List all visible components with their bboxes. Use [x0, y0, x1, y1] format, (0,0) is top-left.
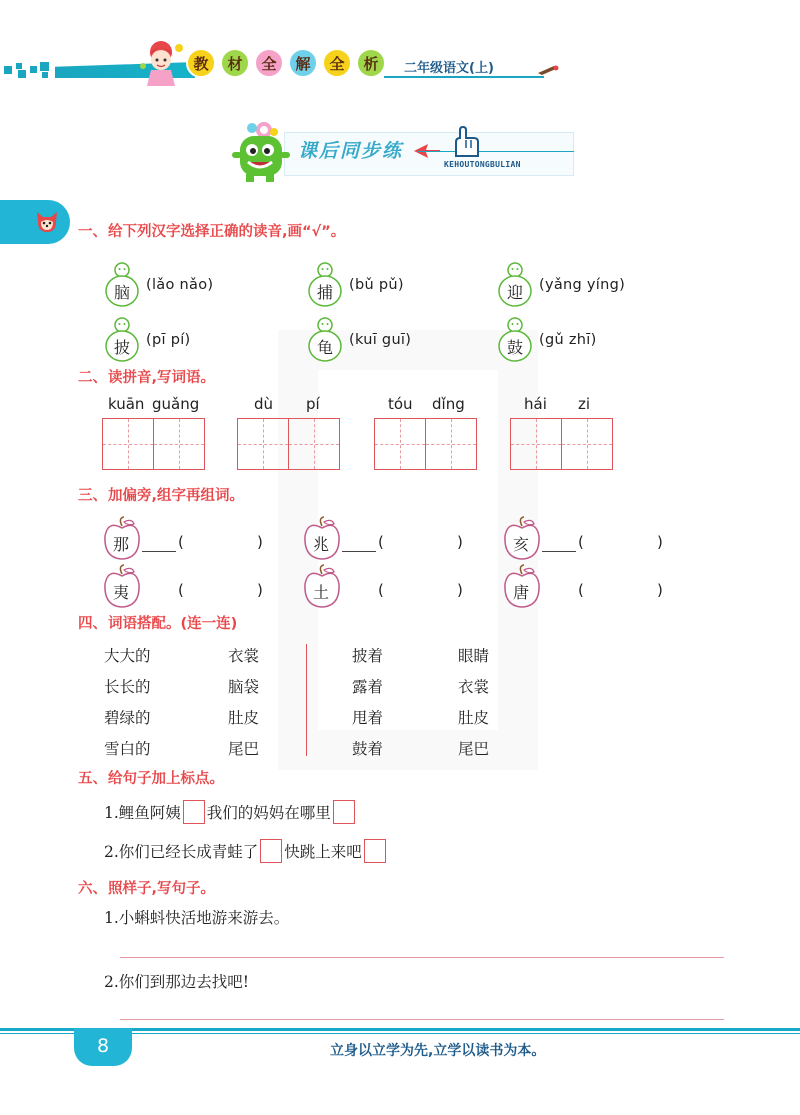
apple-char-item	[102, 516, 142, 560]
banner-title: 课后同步练	[298, 140, 404, 162]
section-2-heading	[78, 366, 215, 387]
pinyin-syllable: tóu	[388, 395, 413, 413]
match-word[interactable]: 衣裳	[228, 647, 260, 665]
section-1-heading	[78, 220, 345, 241]
pinyin-options: (kuī guī)	[349, 332, 412, 348]
section-title: 词语搭配。(连一连)	[108, 616, 238, 632]
gourd-frame	[104, 262, 140, 308]
gourd-frame	[307, 317, 343, 363]
pinyin-options: (pī pí)	[146, 332, 191, 348]
paren-close: )	[257, 581, 263, 599]
match-word[interactable]: 雪白的	[104, 740, 151, 758]
paren-open: (	[578, 533, 584, 551]
paren-close: )	[457, 533, 463, 551]
paren-open: (	[378, 581, 384, 599]
pinyin-choice-item	[307, 320, 411, 360]
pinyin-syllable: guǎng	[152, 395, 200, 413]
answer-blank[interactable]	[542, 551, 576, 552]
apple-char-item	[502, 564, 542, 608]
pinyin-choice-item	[497, 265, 625, 305]
section-number: 六、	[78, 881, 107, 897]
match-word[interactable]: 碧绿的	[104, 709, 151, 727]
section-title: 照样子,写句子。	[108, 881, 216, 897]
punctuation-sentence-2	[104, 839, 388, 863]
hanzi-char: 夷	[112, 583, 129, 602]
sentence-text: 我们的妈妈在哪里	[206, 804, 331, 822]
pinyin-syllable: dǐng	[432, 395, 465, 413]
apple-char-item	[302, 516, 342, 560]
match-word[interactable]: 衣裳	[458, 678, 490, 696]
match-word[interactable]: 肚皮	[458, 709, 490, 727]
apple-char-item	[302, 564, 342, 608]
answer-line[interactable]	[120, 957, 724, 958]
match-word[interactable]: 鼓着	[352, 740, 384, 758]
banner-pinyin: KEHOUTONGBULIAN	[444, 160, 521, 169]
paren-open: (	[378, 533, 384, 551]
answer-blank[interactable]	[142, 551, 176, 552]
hanzi-char: 唐	[512, 583, 529, 602]
section-6-heading	[78, 877, 215, 898]
match-word[interactable]: 大大的	[104, 647, 151, 665]
header-underline	[384, 76, 544, 78]
apple-char-item	[502, 516, 542, 560]
gourd-frame	[104, 317, 140, 363]
section-number: 一、	[78, 224, 107, 240]
book-title-char: 解	[288, 48, 318, 78]
punctuation-box[interactable]	[183, 800, 205, 824]
sentence-text: 快跳上来吧	[284, 843, 362, 861]
pinyin-options: (yǎng yíng)	[539, 277, 626, 293]
writing-grid-box[interactable]	[561, 418, 613, 470]
pinyin-choice-item	[104, 265, 213, 305]
pinyin-syllable: hái	[524, 395, 547, 413]
gourd-frame	[497, 262, 533, 308]
writing-grid-box[interactable]	[153, 418, 205, 470]
section-title: 给句子加上标点。	[108, 771, 224, 787]
header-mascot-image	[135, 36, 187, 88]
match-word[interactable]: 脑袋	[228, 678, 260, 696]
section-number: 三、	[78, 488, 107, 504]
example-sentence-2: 2.你们到那边去找吧!	[104, 973, 250, 991]
punctuation-box[interactable]	[364, 839, 386, 863]
pinyin-syllable: zi	[578, 395, 591, 413]
section-title: 加偏旁,组字再组词。	[108, 488, 245, 504]
paren-open: (	[578, 581, 584, 599]
match-word[interactable]: 披着	[352, 647, 384, 665]
match-word[interactable]: 长长的	[104, 678, 151, 696]
paren-close: )	[657, 581, 663, 599]
hanzi-char: 亥	[512, 535, 529, 554]
pinyin-options: (gǔ zhī)	[539, 332, 597, 348]
hanzi-char: 鼓	[506, 338, 523, 357]
punctuation-sentence-1	[104, 800, 357, 824]
section-3-heading	[78, 484, 244, 505]
page-number: 8	[96, 1035, 110, 1057]
hanzi-char: 龟	[316, 338, 333, 357]
paren-open: (	[178, 581, 184, 599]
hanzi-char: 兆	[312, 535, 329, 554]
paren-close: )	[457, 581, 463, 599]
book-title-char: 全	[254, 48, 284, 78]
punctuation-box[interactable]	[333, 800, 355, 824]
sentence-text: 1.鲤鱼阿姨	[104, 804, 181, 822]
pinyin-options: (bǔ pǔ)	[349, 277, 404, 293]
section-title: 读拼音,写词语。	[108, 370, 216, 386]
punctuation-box[interactable]	[260, 839, 282, 863]
section-number: 五、	[78, 771, 107, 787]
section-number: 二、	[78, 370, 107, 386]
apple-char-item	[102, 564, 142, 608]
footer-motto: 立身以立学为先,立学以读书为本。	[330, 1043, 546, 1059]
hanzi-char: 土	[312, 583, 329, 602]
paren-open: (	[178, 533, 184, 551]
hanzi-char: 那	[112, 535, 129, 554]
writing-grid-box[interactable]	[237, 418, 289, 470]
paren-close: )	[657, 533, 663, 551]
banner-line	[418, 151, 574, 152]
answer-line[interactable]	[120, 1019, 724, 1020]
book-title-char: 全	[322, 48, 352, 78]
pinyin-syllable: dù	[254, 395, 274, 413]
answer-blank[interactable]	[342, 551, 376, 552]
pinyin-choice-item	[497, 320, 597, 360]
section-number: 四、	[78, 616, 107, 632]
hanzi-char: 迎	[506, 283, 523, 302]
hanzi-char: 捕	[316, 283, 333, 302]
writing-grid-box[interactable]	[425, 418, 477, 470]
pinyin-choice-item	[307, 265, 404, 305]
book-title-char: 教	[186, 48, 216, 78]
pinyin-choice-item	[104, 320, 191, 360]
sentence-text: 2.你们已经长成青蛙了	[104, 843, 259, 861]
practice-banner	[228, 118, 576, 184]
match-word[interactable]: 尾巴	[228, 740, 260, 758]
pinyin-options: (lǎo nǎo)	[146, 277, 214, 293]
book-title-char: 材	[220, 48, 250, 78]
pencil-icon	[536, 63, 560, 75]
column-divider	[306, 644, 307, 756]
paren-close: )	[257, 533, 263, 551]
pointing-hand-icon	[450, 126, 482, 160]
match-word[interactable]: 眼睛	[458, 647, 490, 665]
book-title-char: 析	[356, 48, 386, 78]
match-word[interactable]: 甩着	[352, 709, 384, 727]
section-4-heading	[78, 612, 237, 633]
gourd-frame	[497, 317, 533, 363]
writing-grid-box[interactable]	[288, 418, 340, 470]
gourd-frame	[307, 262, 343, 308]
match-word[interactable]: 露着	[352, 678, 384, 696]
match-word[interactable]: 肚皮	[228, 709, 260, 727]
section-title: 给下列汉字选择正确的读音,画“√”。	[108, 224, 346, 240]
example-sentence-1: 1.小蝌蚪快活地游来游去。	[104, 909, 290, 927]
writing-grid-box[interactable]	[510, 418, 562, 470]
pinyin-syllable: pí	[306, 395, 320, 413]
writing-grid-box[interactable]	[102, 418, 154, 470]
match-word[interactable]: 尾巴	[458, 740, 490, 758]
subject-label: 二年级语文(上)	[404, 61, 494, 76]
pinyin-syllable: kuān	[108, 395, 145, 413]
hanzi-char: 披	[113, 338, 130, 357]
green-monster-icon	[228, 118, 292, 184]
section-5-heading	[78, 767, 224, 788]
writing-grid-box[interactable]	[374, 418, 426, 470]
hanzi-char: 脑	[113, 283, 130, 302]
book-title	[186, 48, 386, 78]
fox-mascot-icon	[34, 208, 60, 234]
